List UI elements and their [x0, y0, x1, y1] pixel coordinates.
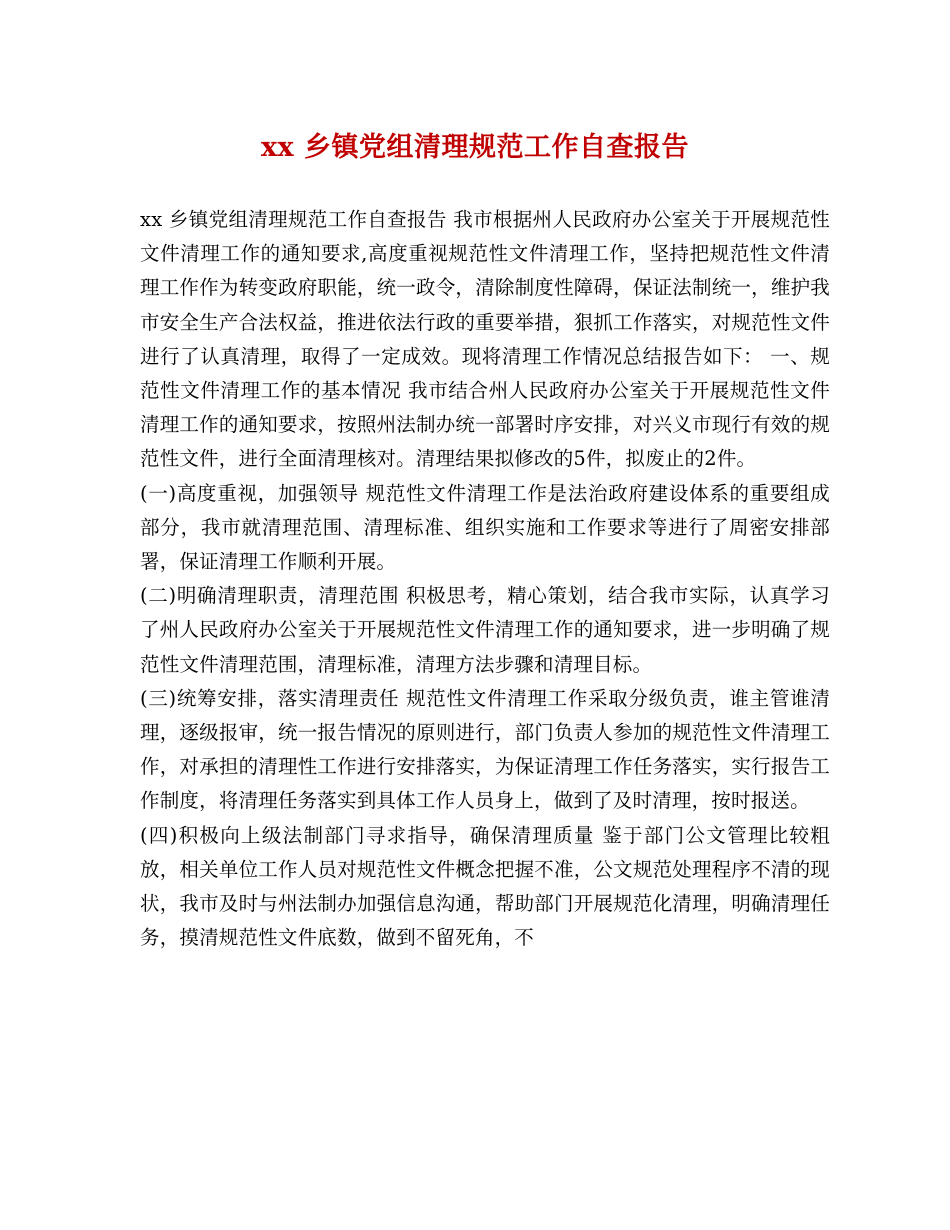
document-title: xx 乡镇党组清理规范工作自查报告	[260, 132, 690, 163]
paragraph-section-3: (三)统筹安排，落实清理责任 规范性文件清理工作采取分级负责，谁主管谁清理，逐级报审，统一报告情况的原则进行，部门负责人参加的规范性文件清理工作，对承担的清理性工作进行安排落实，为保证清理工作任务落实，实行报告工作制度，将清理任务落实到具体工作人员身上，做到了及时清理，按时报送。	[140, 686, 830, 813]
paragraph-intro: xx 乡镇党组清理规范工作自查报告 我市根据州人民政府办公室关于开展规范性文件清理工作的通知要求,高度重视规范性文件清理工作，坚持把规范性文件清理工作作为转变政府职能，统一政令，清除制度性障碍，保证法制统一，维护我市安全生产合法权益，推进依法行政的重要举措，狠抓工作落实，对规范性文件进行了认真清理，取得了一定成效。现将清理工作情况总结报告如下： 一、规范性文件清理工作的基本情况 我市结合州人民政府办公室关于开展规范性文件清理工作的通知要求，按照州法制办统一部署时序安排，对兴义市现行有效的规范性文件，进行全面清理核对。清理结果拟修改的5件，拟废止的2件。	[140, 208, 830, 471]
document-body	[140, 203, 830, 955]
paragraph-section-4: (四)积极向上级法制部门寻求指导，确保清理质量 鉴于部门公文管理比较粗放，相关单位工作人员对规范性文件概念把握不准，公文规范处理程序不清的现状，我市及时与州法制办加强信息沟通，帮助部门开展规范化清理，明确清理任务，摸清规范性文件底数，做到不留死角，不	[140, 823, 830, 950]
paragraph-section-1: (一)高度重视，加强领导 规范性文件清理工作是法治政府建设体系的重要组成部分，我市就清理范围、清理标准、组织实施和工作要求等进行了周密安排部署，保证清理工作顺利开展。	[140, 481, 830, 574]
paragraph-section-2: (二)明确清理职责，清理范围 积极思考，精心策划，结合我市实际，认真学习了州人民政府办公室关于开展规范性文件清理工作的通知要求，进一步明确了规范性文件清理范围，清理标准，清理方法步骤和清理目标。	[140, 584, 830, 676]
